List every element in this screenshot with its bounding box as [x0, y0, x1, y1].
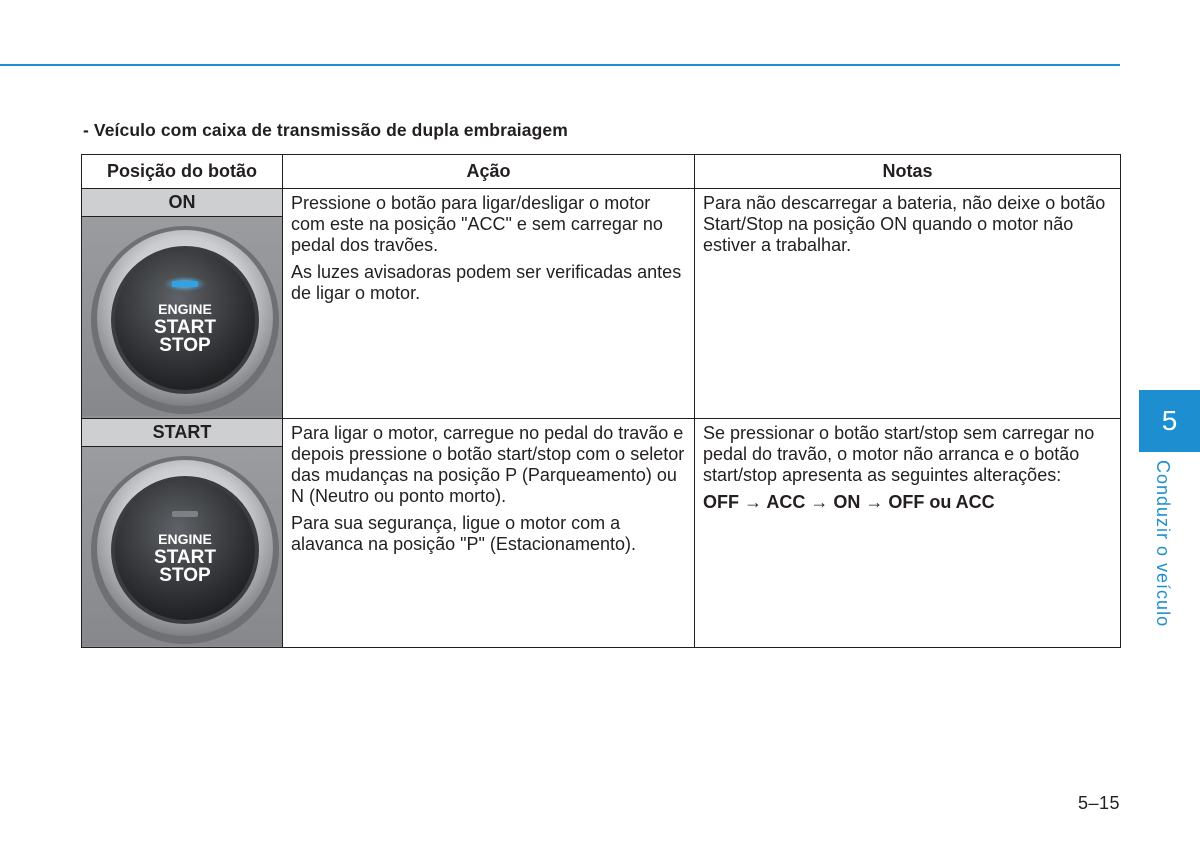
button-text-start: START: [154, 547, 216, 568]
button-text-stop: STOP: [159, 565, 211, 586]
notes-cell: [695, 189, 1121, 419]
engine-start-button-image: [82, 447, 282, 646]
header-action: Ação: [283, 155, 695, 189]
button-text-engine: ENGINE: [158, 301, 212, 317]
chapter-tab: 5: [1139, 390, 1200, 452]
start-button-table: [81, 154, 1121, 648]
button-text-stop: STOP: [159, 335, 211, 356]
indicator-light: [172, 511, 198, 517]
action-text: Para ligar o motor, carregue no pedal do travão e depois pressione o botão start/stop com o seletor das mudanças na posição P (Parqueamento) ou N (Neutro ou ponto morto).: [291, 423, 685, 506]
notes-text: Para não descarregar a bateria, não deixe o botão Start/Stop na posição ON quando o motor não estiver a trabalhar.: [703, 193, 1106, 255]
state-sequence: OFF → ACC → ON → OFF ou ACC: [703, 492, 995, 512]
table-header-row: [82, 155, 1121, 189]
section-title: - Veículo com caixa de transmissão de dupla embraiagem: [83, 120, 568, 140]
table-row: [82, 189, 1121, 419]
engine-start-button-icon: [82, 447, 282, 646]
top-rule: [0, 64, 1120, 66]
notes-text: Se pressionar o botão start/stop sem carregar no pedal do travão, o motor não arranca e o botão start/stop apresenta as seguintes alterações:: [703, 423, 1095, 485]
header-notes: Notas: [695, 155, 1121, 189]
header-position: Posição do botão: [82, 155, 283, 189]
chapter-label-text: Conduzir o veículo: [1153, 460, 1173, 628]
engine-start-button-image: [82, 217, 282, 416]
notes-cell: [695, 419, 1121, 648]
indicator-light: [172, 281, 198, 287]
table-row: [82, 419, 1121, 648]
action-cell: [283, 189, 695, 419]
action-text: Pressione o botão para ligar/desligar o motor com este na posição "ACC" e sem carregar no pedal dos travões.: [291, 193, 663, 255]
chapter-label: [1146, 460, 1176, 628]
position-label: START: [82, 419, 282, 447]
action-cell: [283, 419, 695, 648]
engine-start-button-icon: [82, 217, 282, 416]
action-text: As luzes avisadoras podem ser verificadas antes de ligar o motor.: [291, 262, 682, 303]
page-number: 5–15: [1078, 793, 1121, 813]
button-text-engine: ENGINE: [158, 531, 212, 547]
action-text: Para sua segurança, ligue o motor com a alavanca na posição "P" (Estacionamento).: [291, 513, 636, 554]
position-cell: [82, 189, 283, 419]
button-text-start: START: [154, 317, 216, 338]
position-cell: [82, 419, 283, 648]
position-label: ON: [82, 189, 282, 217]
